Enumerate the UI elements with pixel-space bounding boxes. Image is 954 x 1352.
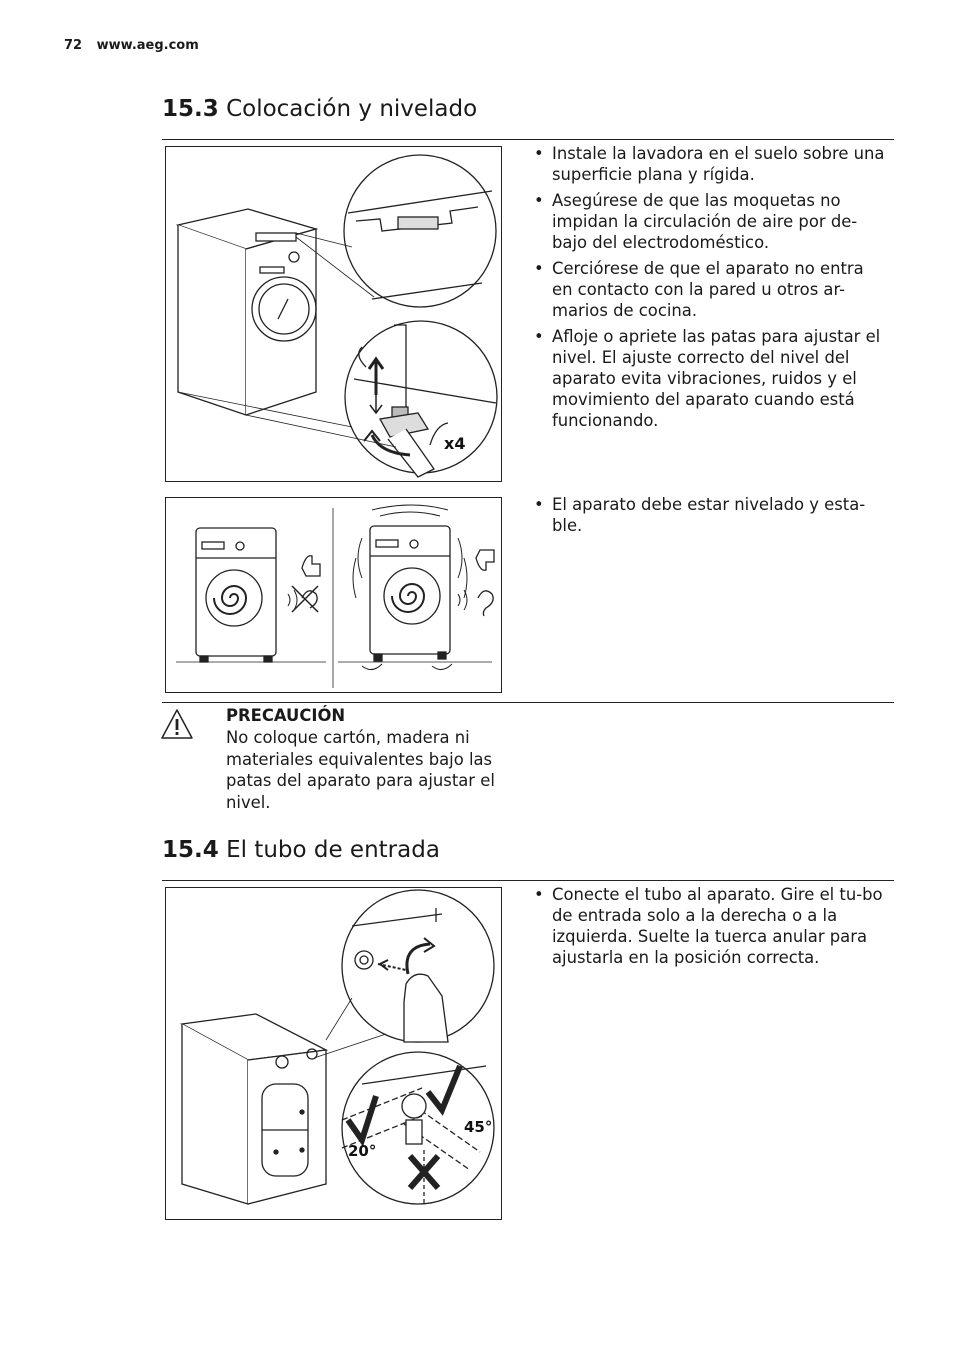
angle-45-label: 45°	[464, 1118, 493, 1136]
caution-text: No coloque cartón, madera ni materiales equivalentes bajo las patas del aparato para ajustar el nivel.	[226, 728, 495, 812]
section-rule	[162, 139, 894, 140]
list-item: • Cerciórese de que el aparato no entra en contacto con la pared u otros ar-marios de cocina.	[534, 258, 886, 321]
caution-rule	[162, 702, 894, 703]
website-link[interactable]: www.aeg.com	[96, 38, 199, 53]
page-header	[64, 38, 199, 53]
list-item: • Conecte el tubo al aparato. Gire el tu-bo de entrada solo a la derecha o a la izquierda. Suelte la tuerca anular para ajustarla en la posición correcta.	[534, 884, 886, 968]
page-number: 72	[64, 38, 83, 53]
list-item: • Asegúrese de que las moquetas no impidan la circulación de aire por de-bajo del electrodoméstico.	[534, 190, 886, 253]
section-title: El tubo de entrada	[226, 837, 440, 863]
hose-instructions-list	[534, 884, 886, 973]
section-number: 15.3	[162, 96, 219, 122]
stability-instructions-list	[534, 494, 886, 541]
section-number: 15.4	[162, 837, 219, 863]
warning-icon	[160, 708, 194, 740]
leveling-illustration	[165, 146, 502, 482]
angle-20-label: 20°	[348, 1142, 377, 1160]
section-heading-15-4	[162, 837, 440, 863]
list-item: • Afloje o apriete las patas para ajustar el nivel. El ajuste correcto del nivel del aparato evita vibraciones, ruidos y el movimiento del aparato cuando está funcionando.	[534, 326, 886, 431]
section-heading-15-3	[162, 96, 477, 122]
inlet-hose-illustration	[165, 887, 502, 1220]
list-item: • El aparato debe estar nivelado y esta-ble.	[534, 494, 886, 536]
leveling-instructions-list	[534, 143, 886, 436]
stability-comparison-illustration	[165, 497, 502, 693]
section-title: Colocación y nivelado	[226, 96, 478, 122]
section-rule	[162, 880, 894, 881]
list-item: • Instale la lavadora en el suelo sobre una superficie plana y rígida.	[534, 143, 886, 185]
caution-title: PRECAUCIÓN	[226, 706, 346, 725]
quantity-label: x4	[444, 434, 466, 453]
